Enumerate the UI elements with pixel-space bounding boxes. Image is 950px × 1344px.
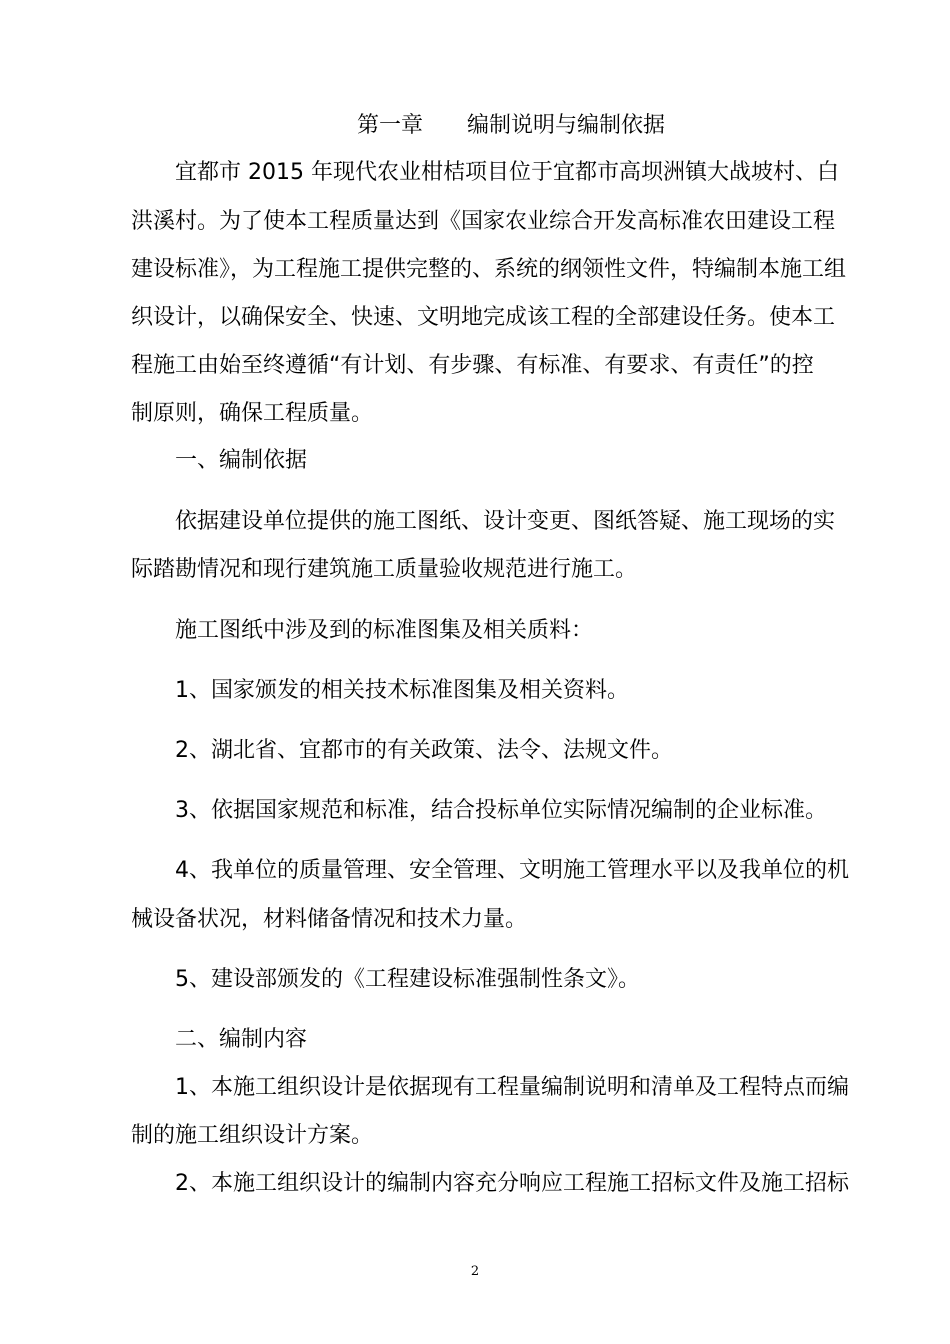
chapter-number: 第一章 (357, 113, 424, 138)
list-item-2: 2、湖北省、宜都市的有关政策、法令、法规文件。 (175, 738, 673, 763)
list-item-1: 1、国家颁发的相关技术标准图集及相关资料。 (175, 678, 629, 703)
list-item-4-line-2: 械设备状况，材料储备情况和技术力量。 (131, 907, 528, 932)
paragraph-drawings: 施工图纸中涉及到的标准图集及相关质料： (175, 618, 594, 643)
page-number: 2 (470, 1264, 480, 1279)
section-heading-content: 二、编制内容 (175, 1027, 308, 1052)
chapter-title (357, 111, 665, 141)
paragraph-intro-line-1: 宜都市 2015 年现代农业柑桔项目位于宜都市高坝洲镇大战坡村、白 (175, 160, 839, 185)
paragraph-basis-line-2: 际踏勘情况和现行建筑施工质量验收规范进行施工。 (131, 557, 638, 582)
list-item-3: 3、依据国家规范和标准，结合投标单位实际情况编制的企业标准。 (175, 798, 827, 823)
chapter-heading: 编制说明与编制依据 (467, 113, 666, 138)
paragraph-intro-line-3: 建设标准》，为工程施工提供完整的、系统的纲领性文件，特编制本施工组 (131, 257, 847, 282)
content-item-2-line-1: 2、本施工组织设计的编制内容充分响应工程施工招标文件及施工招标 (175, 1171, 849, 1196)
paragraph-basis-line-1: 依据建设单位提供的施工图纸、设计变更、图纸答疑、施工现场的实 (175, 509, 836, 534)
list-item-4-line-1: 4、我单位的质量管理、安全管理、文明施工管理水平以及我单位的机 (175, 858, 849, 883)
paragraph-intro-line-4: 织设计，以确保安全、快速、文明地完成该工程的全部建设任务。使本工 (131, 305, 836, 330)
paragraph-intro-line-5: 程施工由始至终遵循“有计划、有步骤、有标准、有要求、有责任”的控 (131, 353, 814, 378)
paragraph-intro-line-2: 洪溪村。为了使本工程质量达到《国家农业综合开发高标准农田建设工程 (131, 209, 836, 234)
content-item-1-line-2: 制的施工组织设计方案。 (131, 1123, 374, 1148)
paragraph-intro-line-6: 制原则，确保工程质量。 (131, 401, 374, 426)
section-heading-basis: 一、编制依据 (175, 448, 308, 473)
list-item-5: 5、建设部颁发的《工程建设标准强制性条文》。 (175, 967, 640, 992)
content-item-1-line-1: 1、本施工组织设计是依据现有工程量编制说明和清单及工程特点而编 (175, 1075, 849, 1100)
